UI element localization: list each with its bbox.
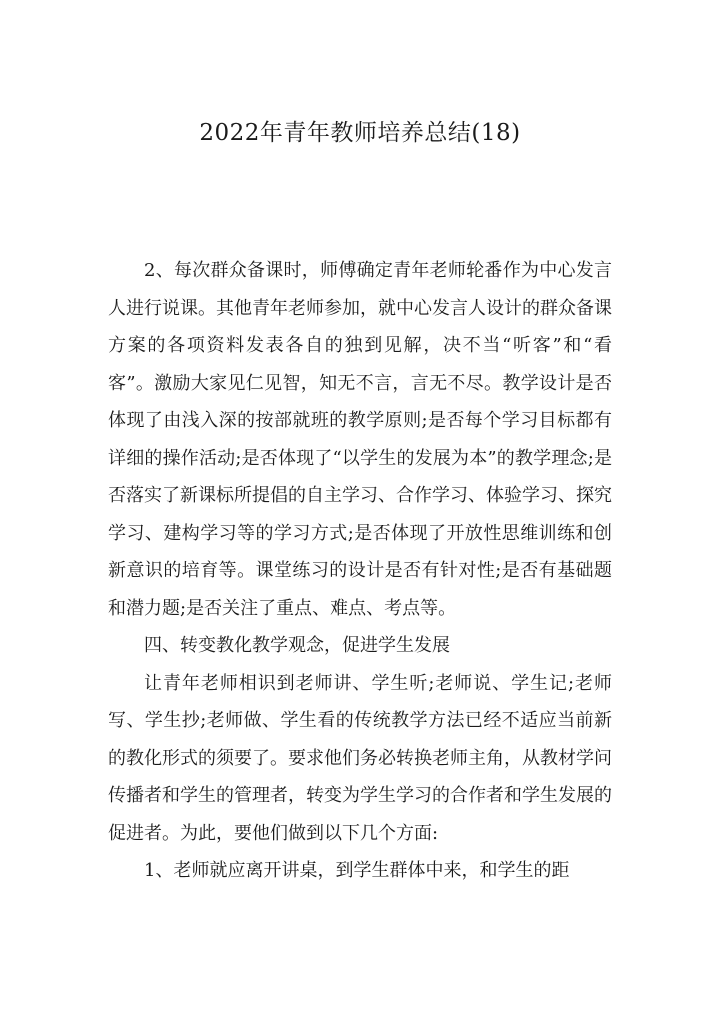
- document-title: 2022年青年教师培养总结(18): [199, 120, 521, 146]
- section-heading-teaching-concepts: 四、转变教化教学观念，促进学生发展: [144, 635, 450, 656]
- document-body: [108, 252, 612, 890]
- paragraph-leave-podium: 1、老师就应离开讲桌，到学生群体中来，和学生的距: [144, 860, 570, 881]
- paragraph-collective-lesson-prep: 2、每次群众备课时，师傅确定青年老师轮番作为中心发言人进行说课。其他青年老师参加，就中心发言人设计的群众备课方案的各项资料发表各自的独到见解，决不当“听客”和“看客”。激励大家见仁见智，知无不言，言无不尽。教学设计是否体现了由浅入深的按部就班的教学原则;是否每个学习目标都有详细的操作活动;是否体现了“以学生的发展为本”的教学理念;是否落实了新课标所提倡的自主学习、合作学习、体验学习、探究学习、建构学习等的学习方式;是否体现了开放性思维训练和创新意识的培育等。课堂练习的设计是否有针对性;是否有基础题和潜力题;是否关注了重点、难点、考点等。: [108, 260, 612, 619]
- paragraph-teacher-role-change: 让青年老师相识到老师讲、学生听;老师说、学生记;老师写、学生抄;老师做、学生看的传统教学方法已经不适应当前新的教化形式的须要了。要求他们务必转换老师主角，从教材学问传播者和学生的管理者，转变为学生学习的合作者和学生发展的促进者。为此，要他们做到以下几个方面:: [108, 672, 612, 844]
